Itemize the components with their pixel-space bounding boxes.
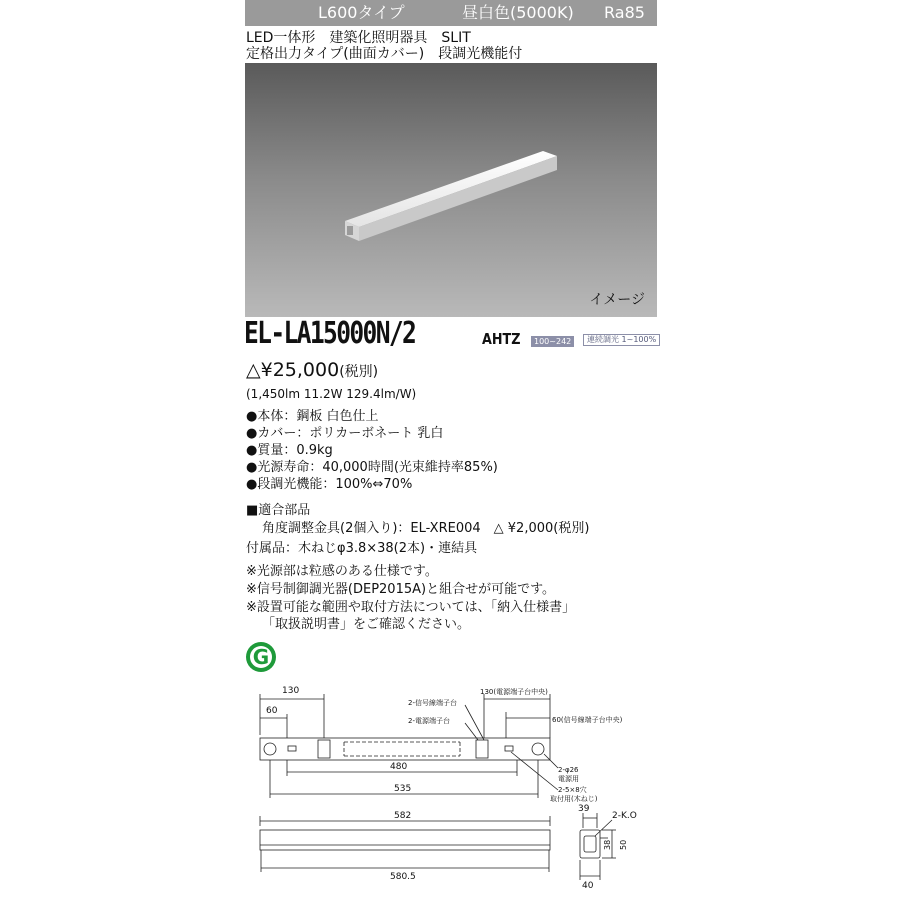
label-center-60: 60(信号線端子台中央) — [552, 716, 623, 724]
green-mark-logo — [245, 641, 277, 673]
image-caption: イメージ — [589, 292, 645, 308]
spec-body: ●本体：鋼板 白色仕上 — [246, 409, 379, 424]
dim-582: 582 — [394, 811, 412, 821]
label-hole-26-sub: 電源用 — [558, 775, 579, 783]
dim-480: 480 — [390, 762, 408, 772]
model-number: EL-LA15000N/2 — [244, 316, 416, 351]
spec-cover: ●カバー：ポリカーボネート 乳白 — [246, 426, 444, 441]
logo-letter: G — [252, 645, 270, 669]
label-signal-terminal: 2-信号線端子台 — [408, 699, 457, 707]
dim-130-left: 130 — [282, 686, 300, 696]
fixture-side-face — [359, 156, 557, 241]
product-photo — [245, 63, 657, 317]
spec-lifetime: ●光源寿命：40,000時間(光束維持率85%) — [246, 460, 498, 475]
dim-535: 535 — [394, 784, 412, 794]
ra-label: Ra85 — [604, 3, 645, 22]
dim-60-left: 60 — [266, 706, 278, 716]
dim-50: 50 — [619, 839, 628, 850]
voltage-badge: 100~242 — [531, 336, 574, 347]
model-suffix: AHTZ — [482, 330, 521, 348]
fixture-image — [245, 63, 657, 317]
dimming-badge: 連続調光 1~100% — [583, 334, 660, 346]
dim-39: 39 — [578, 804, 590, 814]
title-line-2: 定格出力タイプ(曲面カバー) 段調光機能付 — [246, 46, 523, 62]
note-1: ※光源部は粒感のある仕様です。 — [246, 564, 438, 579]
technical-drawing — [240, 680, 680, 895]
spec-dimming: ●段調光機能：100%⇔70% — [246, 477, 413, 492]
title-line-1: LED一体形 建築化照明器具 SLIT — [246, 30, 471, 46]
note-4: 「取扱説明書」をご確認ください。 — [262, 617, 471, 632]
fixture-top-face — [345, 151, 557, 227]
spec-weight: ●質量：0.9kg — [246, 443, 333, 458]
type-label: L600タイプ — [318, 3, 405, 22]
header-bar — [245, 0, 657, 26]
accessories: 付属品：木ねじφ3.8×38(2本)・連結具 — [246, 541, 478, 556]
note-2: ※信号制御調光器(DEP2015A)と組合せが可能です。 — [246, 582, 556, 597]
price-tax-note: (税別) — [339, 364, 379, 380]
price-amount: ¥25,000 — [260, 359, 340, 381]
label-hole-5x8-sub: 取付用(木ねじ) — [550, 795, 598, 803]
dim-580-5: 580.5 — [390, 872, 416, 882]
price-symbol: △ — [246, 359, 261, 381]
price — [246, 359, 378, 381]
performance-line: (1,450lm 11.2W 129.4lm/W) — [246, 387, 417, 401]
parts-heading: ■適合部品 — [246, 503, 311, 518]
dim-40: 40 — [582, 881, 594, 891]
note-3: ※設置可能な範囲や取付方法については、「納入仕様書」 — [246, 600, 576, 615]
label-center-130: 130(電源端子台中央) — [480, 688, 548, 696]
label-power-terminal: 2-電源端子台 — [408, 717, 450, 725]
label-hole-26: 2-φ26 — [558, 766, 579, 774]
dim-38: 38 — [603, 839, 612, 850]
color-temp-label: 昼白色(5000K) — [462, 3, 574, 22]
parts-item: 角度調整金具(2個入り)：EL-XRE004 △ ¥2,000(税別) — [262, 521, 590, 536]
fixture-end-cap — [347, 226, 353, 235]
label-ko: 2-K.O — [612, 811, 637, 821]
label-hole-5x8: 2-5×8穴 — [558, 786, 587, 794]
